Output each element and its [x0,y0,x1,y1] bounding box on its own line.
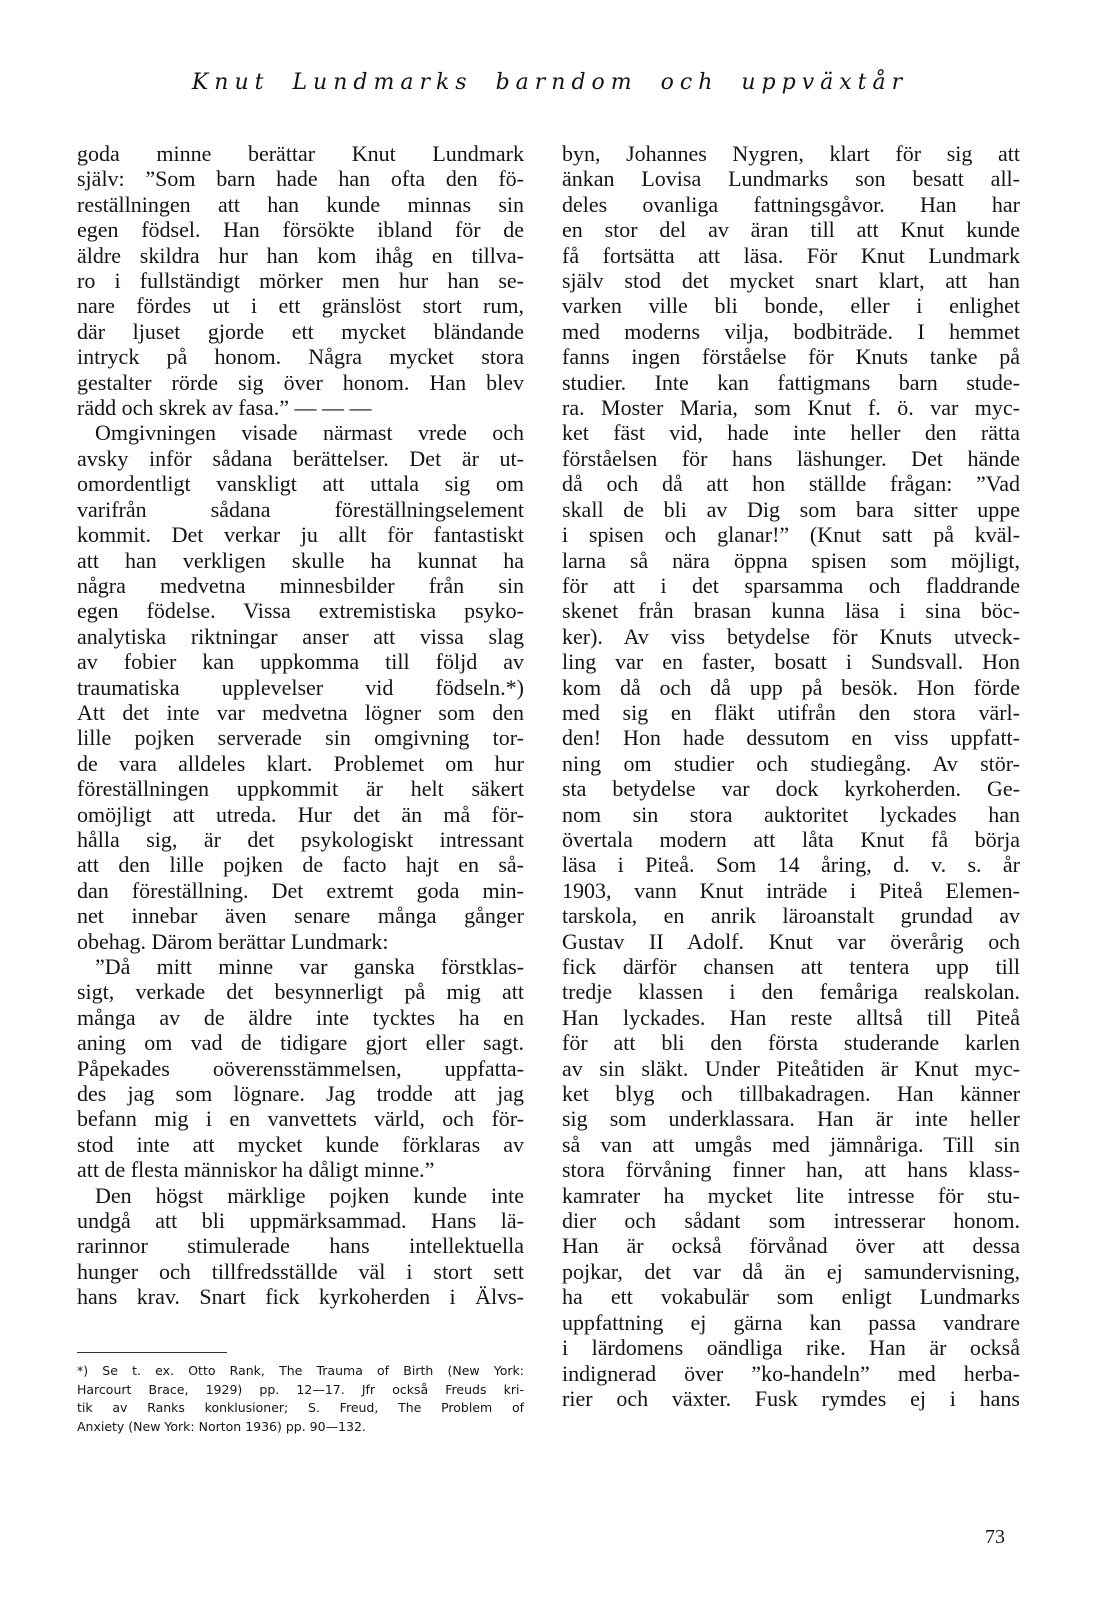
text-line: egen födsel. Han försökte ibland för de [77,217,524,243]
text-line: ning om studier och studiegång. Av stör- [562,750,1020,776]
text-line: hålla sig, är det psykologiskt intressant [77,826,524,852]
text-line: så van att umgås med jämnåriga. Till sin [562,1131,1020,1157]
text-line: Omgivningen visade närmast vrede och [95,420,524,446]
text-line: av fobier kan uppkomma till följd av [77,649,524,675]
footnote-line: *) Se t. ex. Otto Rank, The Trauma of Birth (New York: [77,1363,524,1378]
text-line: för att i det sparsamma och fladdrande [562,572,1020,598]
text-line: ra. Moster Maria, som Knut f. ö. var myc- [562,395,1020,421]
text-line: sigt, verkade det besynnerligt på mig att [77,979,524,1005]
footnote-divider [77,1352,227,1353]
text-line: Han lyckades. Han reste alltså till Piteå [562,1004,1020,1030]
text-line: omordentligt vanskligt att uttala sig om [77,471,524,497]
text-line: tarskola, en anrik läroanstalt grundad av [562,903,1020,929]
text-line: av sin släkt. Under Piteåtiden är Knut myc- [562,1055,1020,1081]
text-line: 1903, vann Knut inträde i Piteå Elemen- [562,877,1020,903]
text-line: rier och växter. Fusk rymdes ej i hans [562,1385,1020,1411]
text-line: des jag som lögnare. Jag trodde att jag [77,1081,524,1107]
text-line: deles ovanliga fattningsgåvor. Han har [562,191,1020,217]
text-line: att de flesta människor ha dåligt minne.” [77,1157,435,1183]
text-line: dier och sådant som intresserar honom. [562,1208,1020,1234]
text-line: Han är också förvånad över att dessa [562,1233,1020,1259]
text-line: ket blyg och tillbakadragen. Han känner [562,1081,1020,1107]
text-line: rädd och skrek av fasa.” — — — [77,395,372,421]
text-line: med sig en fläkt utifrån den stora värl- [562,699,1020,725]
running-head: Knut Lundmarks barndom och uppväxtår [191,70,909,95]
text-line: föreställningen uppkommit är helt säkert [77,776,524,802]
text-line: själv: ”Som barn hade han ofta den fö- [77,166,524,192]
text-line: Att det inte var medvetna lögner som den [77,699,524,725]
text-line: rarinnor stimulerade hans intellektuella [77,1233,524,1259]
left-column [77,141,524,1310]
text-line: kom då och då upp på besök. Hon förde [562,674,1020,700]
text-line: läsa i Piteå. Som 14 åring, d. v. s. år [562,852,1020,878]
text-line: då och då att hon ställde frågan: ”Vad [562,471,1020,497]
text-line: befann mig i en vanvettets värld, och för- [77,1106,524,1132]
text-line: få fortsätta att läsa. För Knut Lundmark [562,242,1020,268]
text-line: nom sin stora auktoritet lyckades han [562,801,1020,827]
text-line: varken ville bli bonde, eller i enlighet [562,293,1020,319]
text-line: larna så nära öppna spisen som möjligt, [562,547,1020,573]
text-line: ling var en faster, bosatt i Sundsvall. Hon [562,649,1020,675]
text-line: analytiska riktningar anser att vissa slag [77,623,524,649]
footnote [77,1362,524,1436]
text-line: änkan Lovisa Lundmarks son besatt all- [562,166,1020,192]
text-line: sig som underklassara. Han är inte heller [562,1106,1020,1132]
text-line: skenet från brasan kunna läsa i sina böc- [562,598,1020,624]
text-line: sta betydelse var dock kyrkoherden. Ge- [562,776,1020,802]
text-line: stora förvåning finner han, att hans klass- [562,1157,1020,1183]
text-line: undgå att bli uppmärksammad. Hans lä- [77,1208,524,1234]
text-line: fanns ingen förståelse för Knuts tanke på [562,344,1020,370]
text-line: tredje klassen i den femåriga realskolan. [562,979,1020,1005]
text-line: i spisen och glanar!” (Knut satt på kväl- [562,522,1020,548]
text-line: förståelsen för hans läshunger. Det hände [562,445,1020,471]
text-line: intryck på honom. Några mycket stora [77,344,524,370]
text-line: net innebar även senare många gånger [77,903,524,929]
text-line: Påpekades oöverensstämmelsen, uppfatta- [77,1055,524,1081]
text-line: egen födelse. Vissa extremistiska psyko- [77,598,524,624]
text-line: dan föreställning. Det extremt goda min- [77,877,524,903]
text-line: i lärdomens oändliga rike. Han är också [562,1335,1020,1361]
text-line: äldre skildra hur han kom ihåg en tillva- [77,242,524,268]
right-column [562,141,1020,1411]
text-line: varifrån sådana föreställningselement [77,496,524,522]
text-line: nare fördes ut i ett gränslöst stort rum, [77,293,524,319]
text-line: att han verkligen skulle ha kunnat ha [77,547,524,573]
text-line: hunger och tillfredsställde väl i stort sett [77,1258,524,1284]
text-line: goda minne berättar Knut Lundmark [77,141,524,166]
text-line: studier. Inte kan fattigmans barn stude- [562,369,1020,395]
text-line: Gustav II Adolf. Knut var överårig och [562,928,1020,954]
text-line: fick därför chansen att tentera upp till [562,954,1020,979]
text-line: några medvetna minnesbilder från sin [77,572,524,598]
text-line: övertala modern att låta Knut få börja [562,826,1020,852]
text-line: uppfattning ej gärna kan passa vandrare [562,1309,1020,1335]
footnote-line: Harcourt Brace, 1929) pp. 12—17. Jfr också Freuds kri- [77,1381,524,1397]
text-line: där ljuset gjorde ett mycket bländande [77,318,524,344]
text-line: kommit. Det verkar ju allt för fantastiskt [77,522,524,548]
text-line: för att bli den första studerande karlen [562,1030,1020,1056]
page-number: 73 [985,1526,1005,1548]
text-line: omöjligt att utreda. Hur det än må för- [77,801,524,827]
text-line: ket fäst vid, hade inte heller den rätta [562,420,1020,446]
text-line: byn, Johannes Nygren, klart för sig att [562,141,1020,166]
text-line: traumatiska upplevelser vid födseln.*) [77,674,524,700]
footnote-line: Anxiety (New York: Norton 1936) pp. 90—132. [77,1418,366,1434]
text-line: lille pojken serverade sin omgivning tor- [77,725,524,751]
text-line: en stor del av äran till att Knut kunde [562,217,1020,243]
text-line: pojkar, det var då än ej samundervisning, [562,1258,1020,1284]
text-line: stod inte att mycket kunde förklaras av [77,1131,524,1157]
text-line: gestalter rörde sig över honom. Han blev [77,369,524,395]
text-line: att den lille pojken de facto hajt en så- [77,852,524,878]
text-line: kamrater ha mycket lite intresse för stu- [562,1182,1020,1208]
text-line: indignerad över ”ko-handeln” med herba- [562,1360,1020,1386]
text-line: själv stod det mycket snart klart, att han [562,268,1020,294]
text-line: ro i fullständigt mörker men hur han se- [77,268,524,294]
text-line: den! Hon hade dessutom en viss uppfatt- [562,725,1020,751]
text-line: aning om vad de tidigare gjort eller sagt. [77,1030,524,1056]
text-line: avsky inför sådana berättelser. Det är ut- [77,445,524,471]
text-line: obehag. Därom berättar Lundmark: [77,928,389,954]
text-line: med moderns vilja, bodbiträde. I hemmet [562,318,1020,344]
footnote-line: tik av Ranks konklusioner; S. Freud, The Problem of [77,1400,524,1415]
text-line: ”Då mitt minne var ganska förstklas- [95,954,524,979]
text-line: hans krav. Snart fick kyrkoherden i Älvs- [77,1284,524,1310]
text-line: Den högst märklige pojken kunde inte [95,1182,524,1208]
text-line: skall de bli av Dig som bara sitter uppe [562,496,1020,522]
text-line: många av de äldre inte tycktes ha en [77,1004,524,1030]
text-line: reställningen att han kunde minnas sin [77,191,524,217]
text-line: ha ett vokabulär som enligt Lundmarks [562,1284,1020,1310]
text-line: de vara alldeles klart. Problemet om hur [77,750,524,776]
text-line: ker). Av viss betydelse för Knuts utveck- [562,623,1020,649]
